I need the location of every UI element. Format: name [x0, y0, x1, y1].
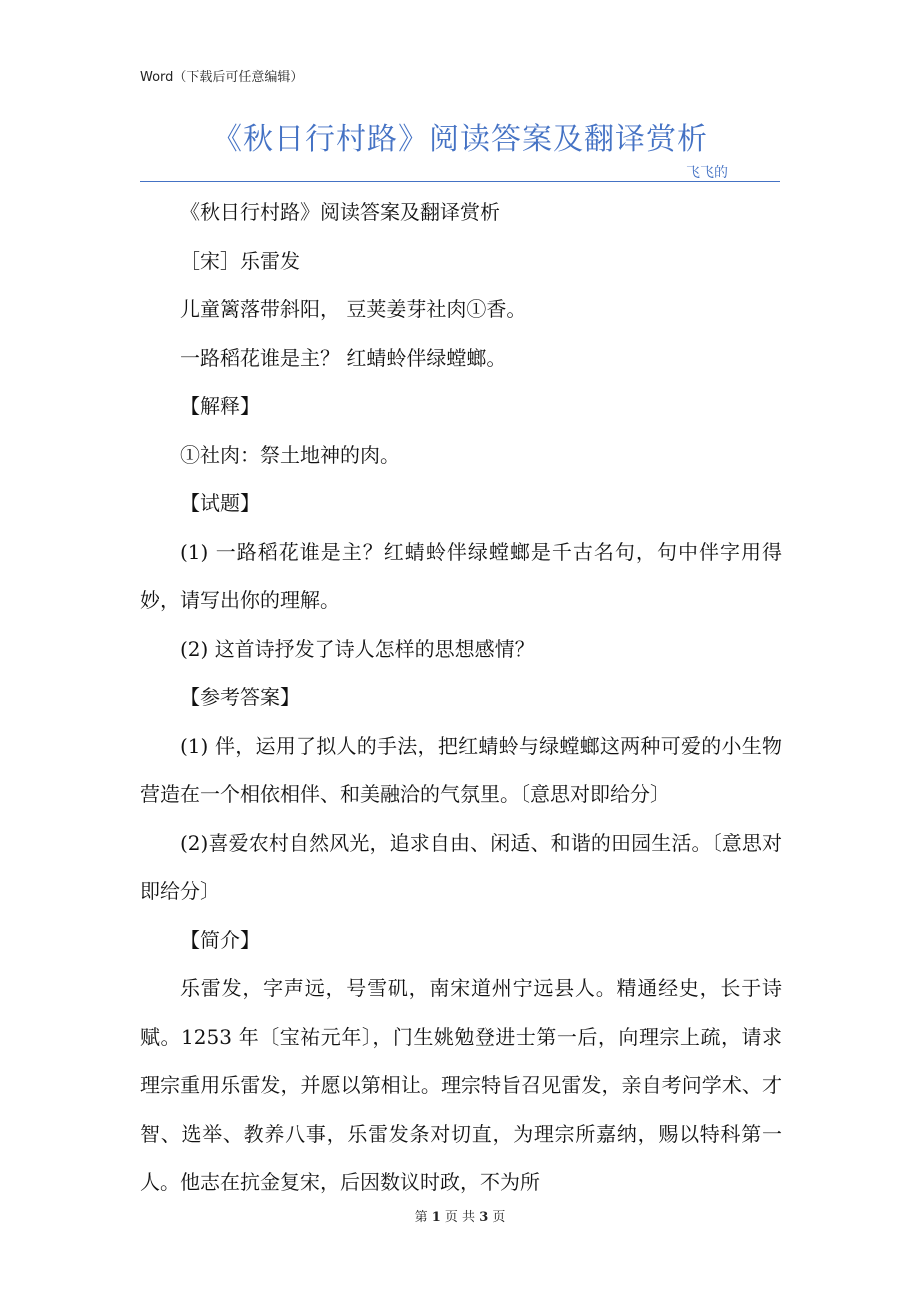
document-body [140, 188, 782, 1207]
paragraph-subtitle: 《秋日行村路》阅读答案及翻译赏析 [180, 200, 500, 224]
footer-suffix: 页 [492, 1210, 506, 1225]
question-2: (2) 这首诗抒发了诗人怎样的思想感情？ [180, 636, 535, 661]
section-heading-notes: 【解释】 [180, 394, 260, 418]
footer-middle: 页 共 [444, 1210, 476, 1225]
footer-prefix: 第 [414, 1210, 428, 1225]
paragraph-poet: ［宋］乐雷发 [180, 248, 300, 273]
footer-total-pages: 3 [479, 1210, 489, 1225]
author-name: 飞飞的 [686, 165, 728, 181]
header-note: Word（下载后可任意编辑） [140, 70, 304, 85]
poem-line-2: 一路稻花谁是主？ 红蜻蛉伴绿螳螂。 [180, 345, 507, 370]
answer-1: (1) 伴，运用了拟人的手法，把红蜻蛉与绿螳螂这两种可爱的小生物营造在一个相依相伴、和美融洽的气氛里。〔意思对即给分〕 [140, 733, 782, 806]
page-footer [0, 1206, 920, 1225]
page-title: 《秋日行村路》阅读答案及翻译赏析 [212, 122, 708, 157]
section-heading-intro: 【简介】 [180, 927, 260, 952]
question-1: (1) 一路稻花谁是主？红蜻蛉伴绿螳螂是千古名句，句中伴字用得妙，请写出你的理解。 [140, 539, 782, 612]
section-heading-questions: 【试题】 [180, 491, 260, 515]
note-item: ①社肉：祭土地神的肉。 [180, 442, 400, 467]
section-heading-answers: 【参考答案】 [180, 685, 300, 709]
footer-page-number: 1 [431, 1210, 441, 1225]
intro-paragraph: 乐雷发，字声远，号雪矶，南宋道州宁远县人。精通经史，长于诗赋。1253 年〔宝祐元年〕，门生姚勉登进士第一后，向理宗上疏，请求理宗重用乐雷发，并愿以第相让。理宗特旨召见雷发，亲自考问学术、才智、选举、教养八事，乐雷发条对切直，为理宗所嘉纳，赐以特科第一人。他志在抗金复宋，后因数议时政，不为所 [140, 976, 782, 1194]
poem-line-1: 儿童篱落带斜阳， 豆荚姜芽社肉①香。 [180, 297, 527, 321]
title-divider [140, 181, 780, 182]
answer-2: (2)喜爱农村自然风光，追求自由、闲适、和谐的田园生活。〔意思对即给分〕 [140, 830, 782, 903]
